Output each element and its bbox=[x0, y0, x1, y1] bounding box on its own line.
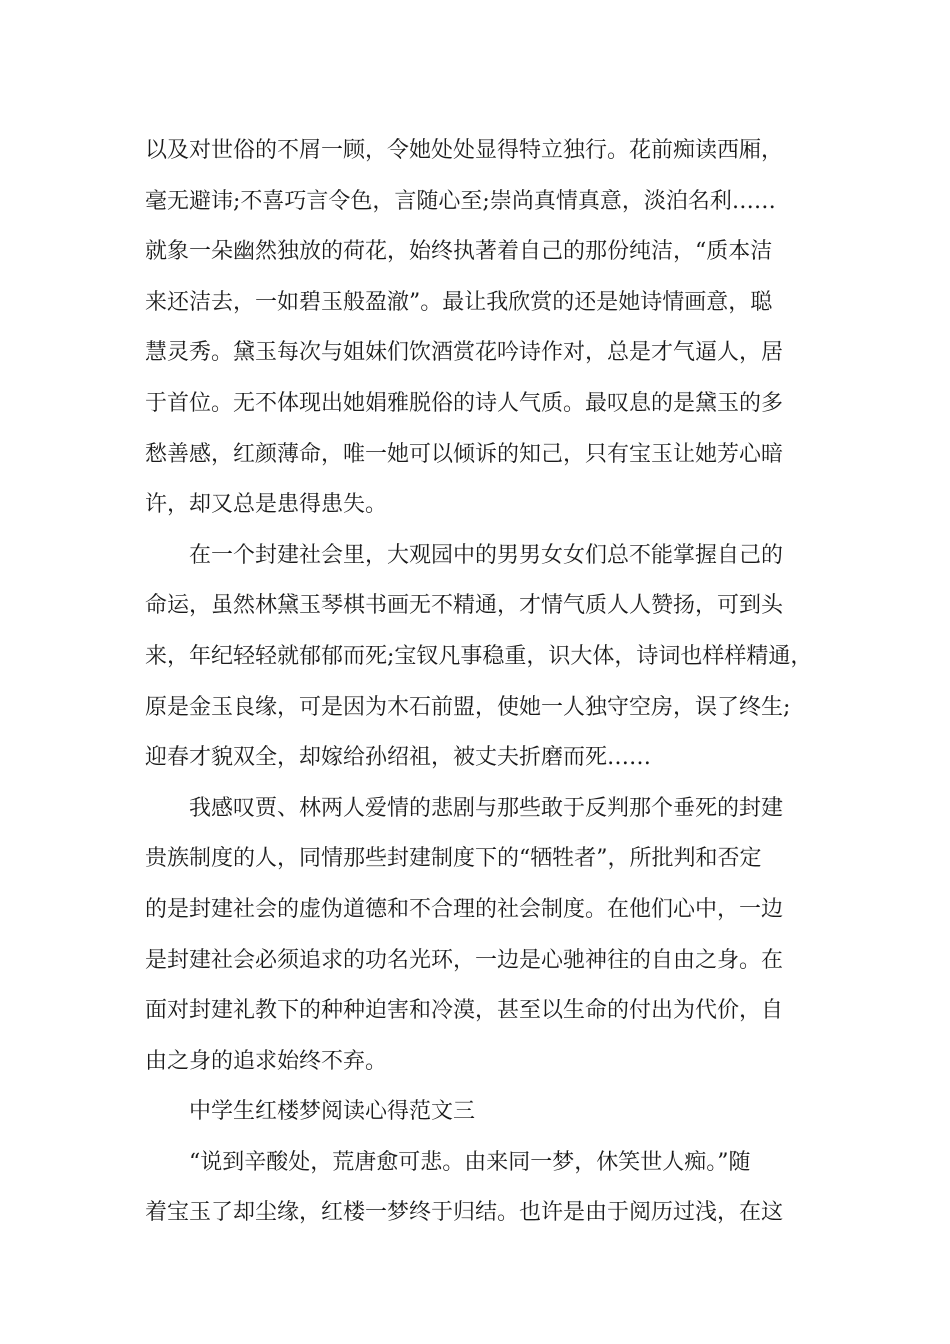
text-line: 贵族制度的人，同情那些封建制度下的“牺牲者”，所批判和否定 bbox=[145, 846, 762, 872]
text-line: 着宝玉了却尘缘，红楼一梦终于归结。也许是由于阅历过浅，在这 bbox=[145, 1200, 784, 1226]
text-line: 许，却又总是患得患失。 bbox=[145, 492, 388, 518]
text-line: 是封建社会必须追求的功名光环，一边是心驰神往的自由之身。在 bbox=[145, 947, 784, 973]
text-line: 命运，虽然林黛玉琴棋书画无不精通，才情气质人人赞扬，可到头 bbox=[145, 593, 784, 619]
text-line: 就象一朵幽然独放的荷花，始终执著着自己的那份纯洁，“质本洁 bbox=[145, 239, 773, 265]
text-line: 迎春才貌双全，却嫁给孙绍祖，被丈夫折磨而死…… bbox=[145, 745, 652, 771]
text-line: 的是封建社会的虚伪道德和不合理的社会制度。在他们心中，一边 bbox=[145, 896, 784, 922]
text-line: 面对封建礼教下的种种迫害和冷漠，甚至以生命的付出为代价，自 bbox=[145, 998, 784, 1024]
text-line: 于首位。无不体现出她娟雅脱俗的诗人气质。最叹息的是黛玉的多 bbox=[145, 390, 784, 416]
paragraph-first-line: 在一个封建社会里，大观园中的男男女女们总不能掌握自己的 bbox=[189, 542, 784, 568]
text-line: 来，年纪轻轻就郁郁而死;宝钗凡事稳重，识大体，诗词也样样精通， bbox=[145, 643, 813, 669]
text-line: 原是金玉良缘，可是因为木石前盟，使她一人独守空房，误了终生; bbox=[145, 694, 791, 720]
text-line: 毫无避讳;不喜巧言令色，言随心至;崇尚真情真意，淡泊名利…… bbox=[145, 188, 776, 214]
text-line: 慧灵秀。黛玉每次与姐妹们饮酒赏花吟诗作对，总是才气逼人，居 bbox=[145, 340, 784, 366]
text-line: 愁善感，红颜薄命，唯一她可以倾诉的知己，只有宝玉让她芳心暗 bbox=[145, 441, 784, 467]
document-body bbox=[145, 126, 817, 1239]
text-line: 以及对世俗的不屑一顾，令她处处显得特立独行。花前痴读西厢， bbox=[145, 138, 784, 163]
paragraph-first-line: “说到辛酸处，荒唐愈可悲。由来同一梦，休笑世人痴。”随 bbox=[189, 1149, 751, 1175]
text-line: 来还洁去，一如碧玉般盈澈”。最让我欣赏的还是她诗情画意，聪 bbox=[145, 289, 773, 315]
paragraph-first-line: 我感叹贾、林两人爱情的悲剧与那些敢于反判那个垂死的封建 bbox=[189, 795, 784, 821]
section-heading: 中学生红楼梦阅读心得范文三 bbox=[189, 1099, 476, 1125]
text-line: 由之身的追求始终不弃。 bbox=[145, 1048, 388, 1074]
